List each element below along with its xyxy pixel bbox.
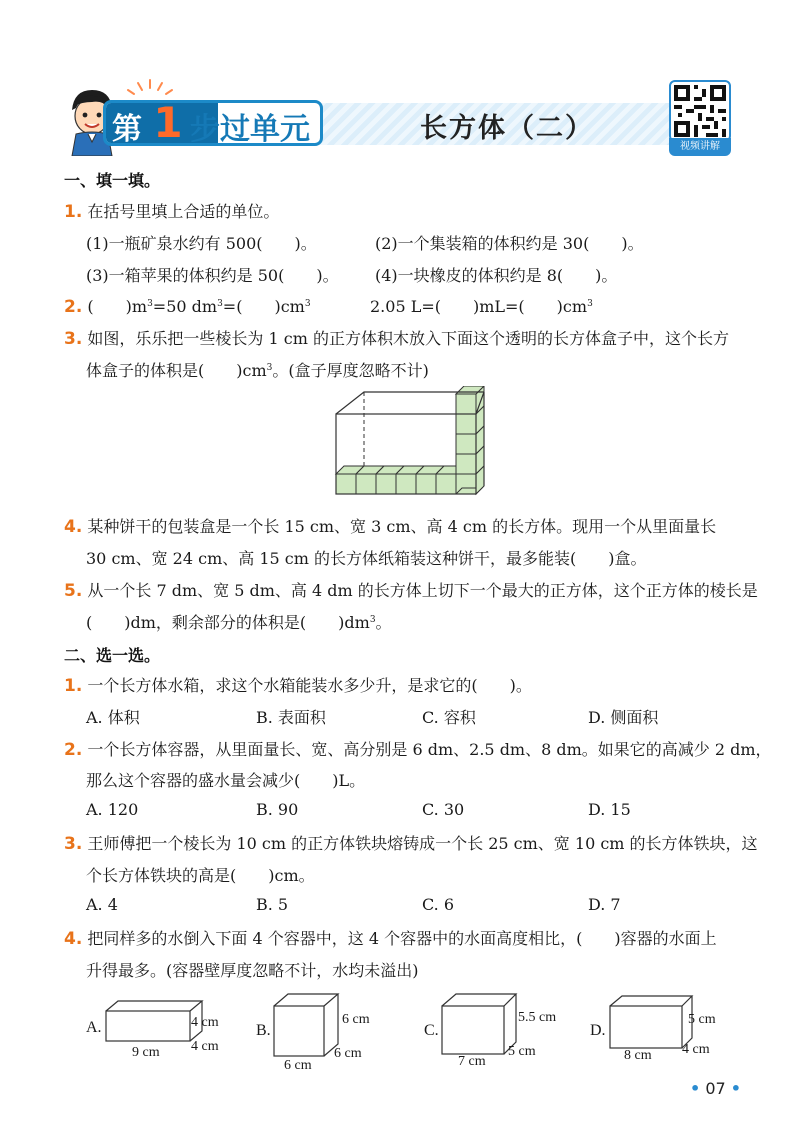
height-label: 5.5 cm [518,1010,557,1025]
question-1-3 [64,326,729,349]
blank-item: (4)一块橡皮的体积约是 8( )。 [375,266,618,285]
length-label: 6 cm [284,1058,312,1073]
container-d[interactable] [590,992,740,1068]
blank-item: (1)一瓶矿泉水约有 500( )。 [86,234,317,253]
width-label: 6 cm [334,1046,362,1061]
option-label: A. [86,1019,102,1036]
question-2-3 [64,831,758,854]
blank-dm3: =50 dm [152,297,218,316]
superscript: 3 [369,615,376,625]
width-label: 4 cm [682,1042,710,1057]
superscript: 3 [304,299,311,309]
question-text: 一个长方体容器，从里面量长、宽、高分别是 6 dm、2.5 dm、8 dm。如果它的高减少 2 dm， [87,740,772,759]
question-number: 5. [64,581,83,601]
unit-title: 长方体（二） [420,113,594,144]
chapter-number: 1 [153,98,183,147]
question-1-3-line-2 [86,358,429,381]
question-number: 3. [64,834,83,854]
option-b[interactable]: B. 表面积 [256,708,326,727]
section-2-title: 二、选一选。 [64,646,161,665]
option-b[interactable]: B. 90 [256,800,299,819]
option-c[interactable]: C. 容积 [422,708,476,727]
page-number-value: 07 [705,1079,726,1098]
option-b[interactable]: B. 5 [256,895,289,914]
chapter-badge-prefix: 第 [112,112,142,147]
option-c[interactable]: C. 6 [422,895,455,914]
width-label: 5 cm [508,1044,536,1059]
question-number: 1. [64,202,83,222]
option-d[interactable]: D. 7 [588,895,621,914]
superscript: 3 [147,299,153,309]
dot-icon: • [730,1079,742,1098]
height-label: 6 cm [342,1012,370,1027]
height-label: 5 cm [688,1012,716,1027]
question-1-5-line-2 [86,610,392,633]
option-a[interactable]: A. 120 [86,800,139,819]
question-2-2 [64,737,772,760]
question-2-4 [64,926,717,949]
question-number: 4. [64,929,83,949]
question-text: 那么这个容器的盛水量会减少( )L。 [86,771,366,790]
question-number: 1. [64,676,83,696]
question-1-2-part-b [370,294,593,317]
length-label: 7 cm [458,1054,486,1069]
section-1-title: 一、填一填。 [64,171,161,190]
question-text: 体盒子的体积是( )cm [86,361,267,380]
question-1-2 [64,294,311,317]
question-1-4 [64,514,716,537]
transparent-box-figure [330,386,490,502]
superscript: 3 [266,363,273,373]
option-label: B. [256,1022,271,1039]
cuboid-b-icon [272,992,342,1058]
superscript: 3 [587,299,593,309]
question-text: 一个长方体水箱，求这个水箱能装水多少升，是求它的( )。 [87,676,532,695]
page-number [690,1079,741,1098]
option-c[interactable]: C. 30 [422,800,465,819]
cuboid-a-icon [104,999,204,1043]
question-1-5 [64,578,758,601]
option-d[interactable]: D. 侧面积 [588,708,659,727]
question-text: 个长方体铁块的高是( )cm。 [86,866,315,885]
dot-icon: • [690,1079,701,1098]
question-number: 2. [64,297,83,317]
height-label: 4 cm [191,1015,219,1030]
question-text: 某种饼干的包装盒是一个长 15 cm、宽 3 cm、高 4 cm 的长方体。现用一个从里面量长 [87,517,717,536]
question-text: 。 [375,613,392,632]
option-a[interactable]: A. 4 [86,895,118,914]
option-a[interactable]: A. 体积 [86,708,140,727]
qr-code-icon [674,85,726,137]
length-label: 9 cm [132,1045,160,1060]
question-text: ( )dm，剩余部分的体积是( )dm [86,613,370,632]
question-text: 在括号里填上合适的单位。 [87,202,280,221]
length-label: 8 cm [624,1048,652,1063]
width-label: 4 cm [191,1039,219,1054]
qr-code-label: 视频讲解 [669,138,731,156]
question-text: 升得最多。(容器壁厚度忽略不计，水均未溢出) [86,961,419,980]
question-text: 30 cm、宽 24 cm、高 15 cm 的长方体纸箱装这种饼干，最多能装( )盒。 [86,549,647,568]
chapter-badge-title: 步过单元 [190,112,310,147]
blank-cm3: =( )cm [222,297,305,316]
blank-liters: 2.05 L=( )mL=( )cm [370,297,588,316]
blank-item: (3)一箱苹果的体积约是 50( )。 [86,266,339,285]
container-b[interactable] [254,990,404,1073]
option-label: C. [424,1022,439,1039]
question-text: 如图，乐乐把一些棱长为 1 cm 的正方体积木放入下面这个透明的长方体盒子中，这个长方 [87,329,729,348]
question-text: 从一个长 7 dm、宽 5 dm、高 4 dm 的长方体上切下一个最大的正方体，这个正方体的棱长是 [87,581,758,600]
blank-m3: ( )m [87,297,148,316]
question-text: 王师傅把一个棱长为 10 cm 的正方体铁块熔铸成一个长 25 cm、宽 10 cm 的长方体铁块，这 [87,834,758,853]
option-d[interactable]: D. 15 [588,800,631,819]
container-a[interactable] [86,995,236,1065]
question-1-1 [64,199,279,222]
question-text: 把同样多的水倒入下面 4 个容器中，这 4 个容器中的水面高度相比，( )容器的水面上 [87,929,717,948]
question-number: 4. [64,517,83,537]
question-2-1 [64,673,532,696]
blank-item: (2)一个集装箱的体积约是 30( )。 [375,234,644,253]
question-text: 。(盒子厚度忽略不计) [272,361,429,380]
question-number: 2. [64,740,83,760]
option-label: D. [590,1022,606,1039]
superscript: 3 [217,299,223,309]
container-c[interactable] [422,990,582,1070]
qr-code[interactable] [669,80,731,142]
question-number: 3. [64,329,83,349]
